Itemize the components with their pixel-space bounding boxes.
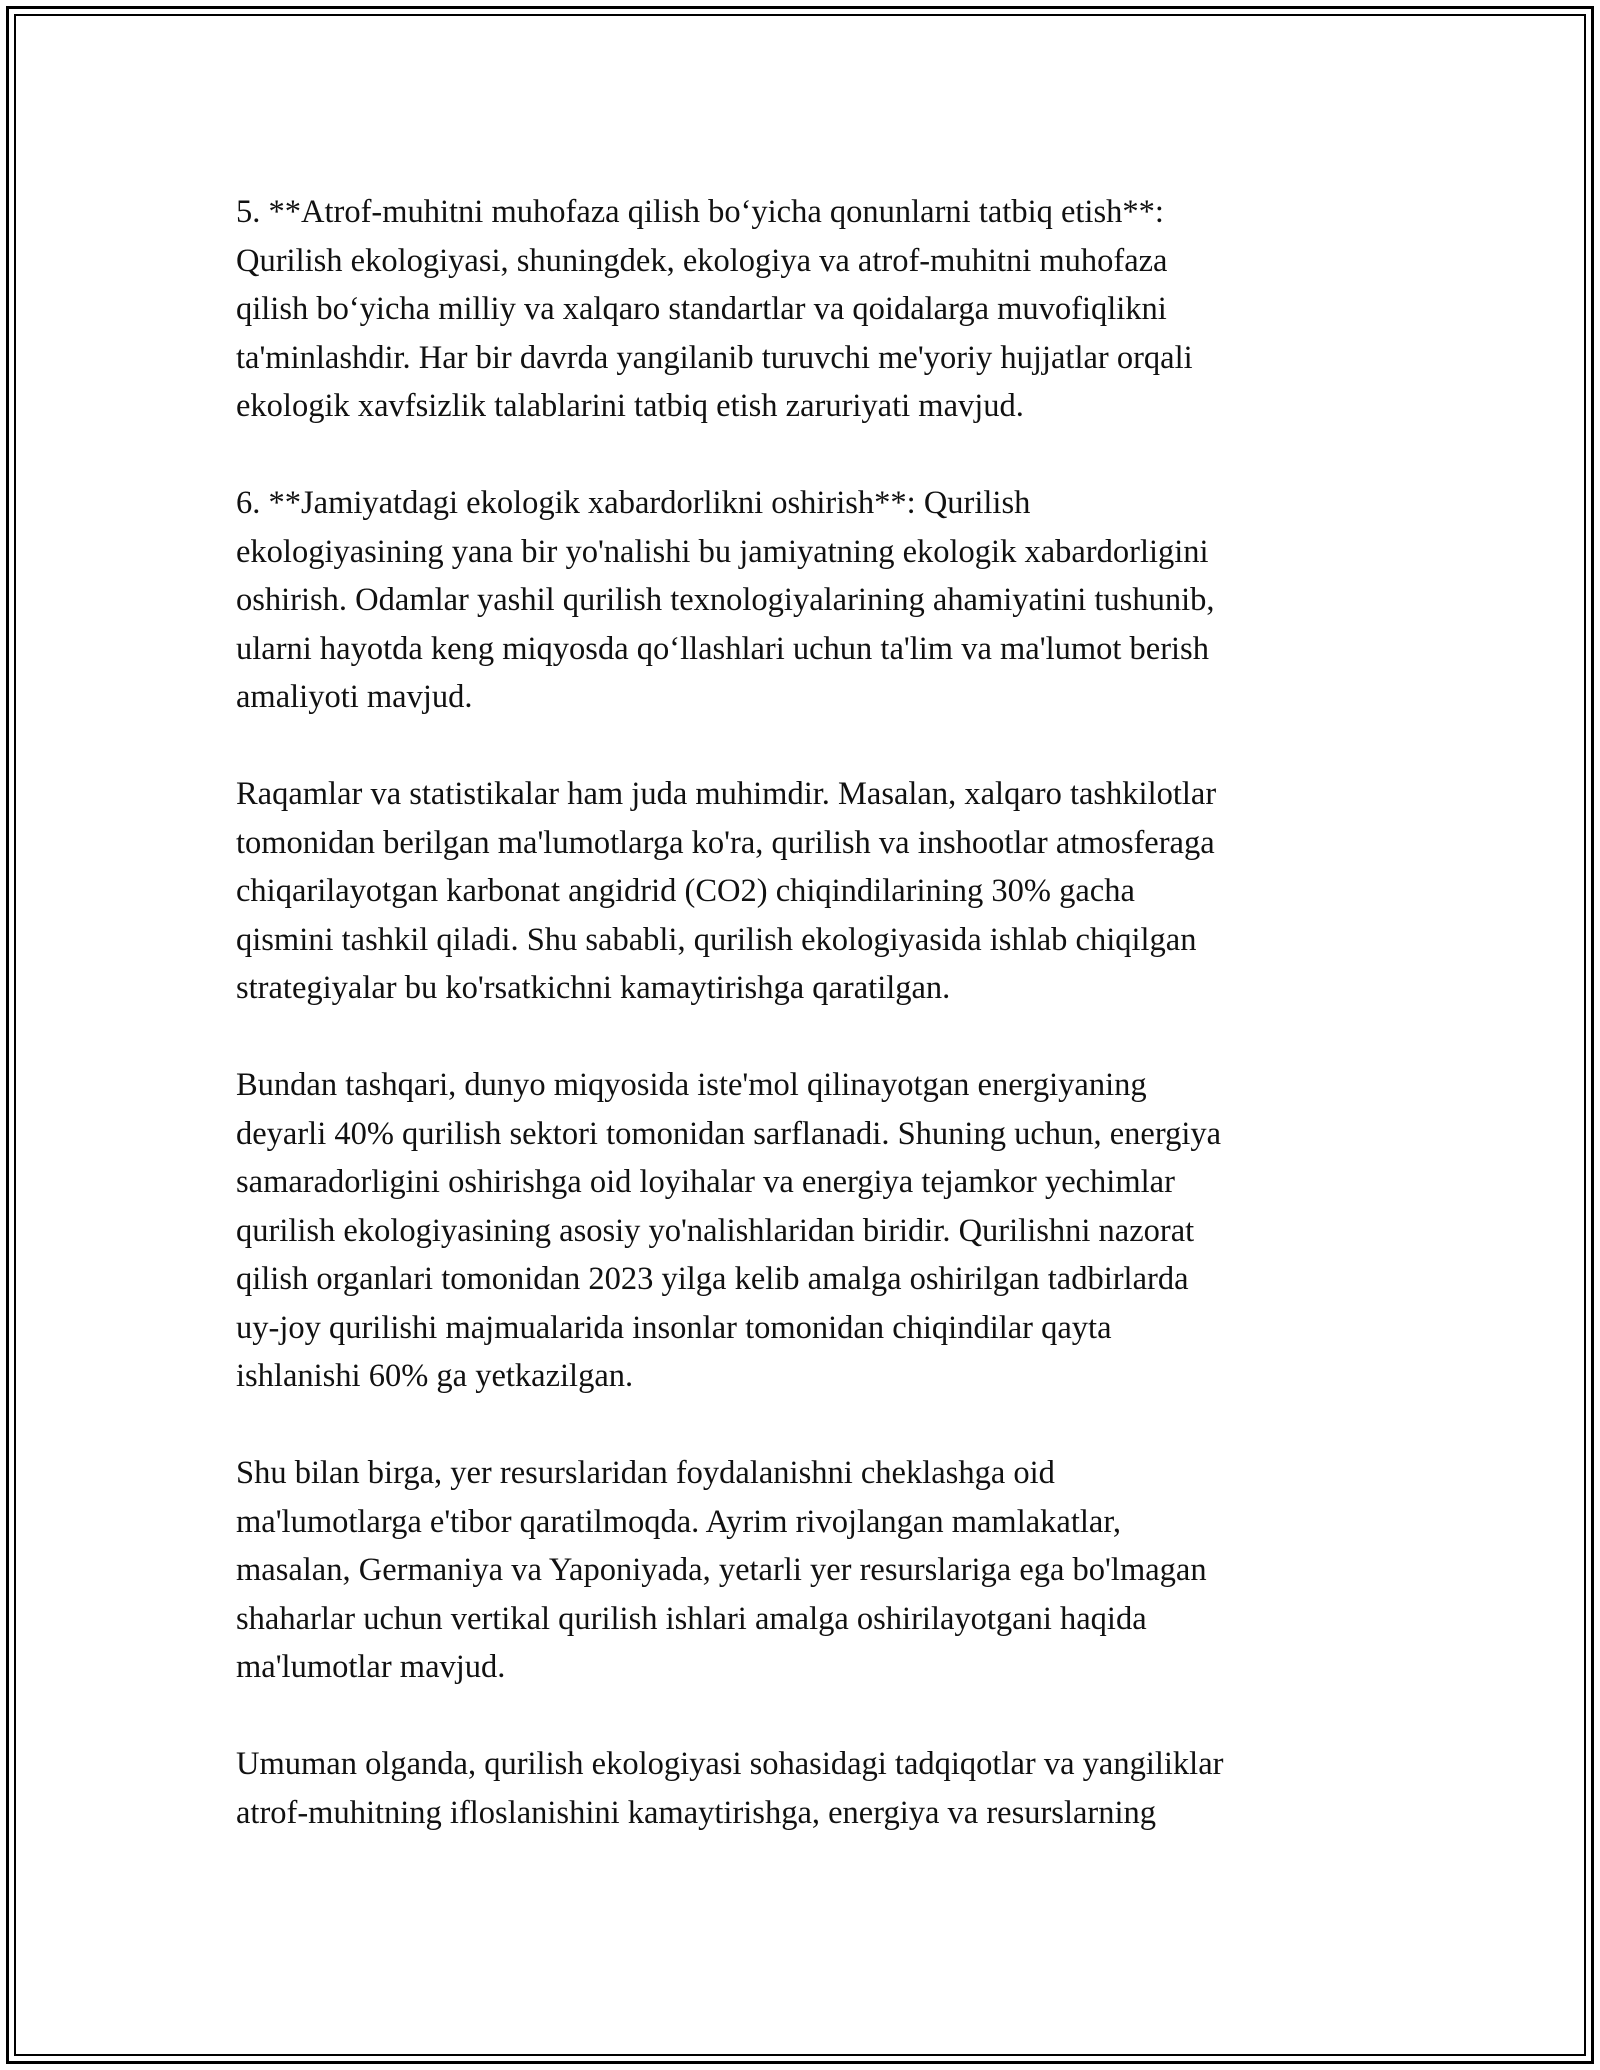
paragraph-land-resources: Shu bilan birga, yer resurslaridan foydalanishni cheklashga oid ma'lumotlarga e'tibor qaratilmoqda. Ayrim rivojlangan mamlakatlar, masalan, Germaniya va Yaponiyada, yetarli yer resurslariga ega bo'lmagan shaharlar uchun vertikal qurilish ishlari amalga oshirilayotgani haqida ma'lumotlar mavjud. (236, 1455, 1207, 1685)
paragraph-statistics-co2: Raqamlar va statistikalar ham juda muhimdir. Masalan, xalqaro tashkilotlar tomonidan berilgan ma'lumotlarga ko'ra, qurilish va inshootlar atmosferaga chiqarilayotgan karbonat angidrid (CO2) chiqindilarining 30% gacha qismini tashkil qiladi. Shu sababli, qurilish ekologiyasida ishlab chiqilgan strategiyalar bu ko'rsatkichni kamaytirishga qaratilgan. (236, 776, 1217, 1006)
paragraph-public-awareness: 6. **Jamiyatdagi ekologik xabardorlikni oshirish**: Qurilish ekologiyasining yana bir yo'nalishi bu jamiyatning ekologik xabardorligini oshirish. Odamlar yashil qurilish texnologiyalarining ahamiyatini tushunib, ularni hayotda keng miqyosda qo‘llashlari uchun ta'lim va ma'lumot berish amaliyoti mavjud. (236, 485, 1215, 715)
document-body (236, 188, 1376, 1837)
paragraph-law-enforcement: 5. **Atrof-muhitni muhofaza qilish bo‘yicha qonunlarni tatbiq etish**: Qurilish ekologiyasi, shuningdek, ekologiya va atrof-muhitni muhofaza qilish bo‘yicha milliy va xalqaro standartlar va qoidalarga muvofiqlikni ta'minlashdir. Har bir davrda yangilanib turuvchi me'yoriy hujjatlar orqali ekologik xavfsizlik talablarini tatbiq etish zaruriyati mavjud. (236, 194, 1193, 424)
paragraph-conclusion: Umuman olganda, qurilish ekologiyasi sohasidagi tadqiqotlar va yangiliklar atrof-muhitning ifloslanishini kamaytirishga, energiya va resurslarning (236, 1746, 1224, 1831)
paragraph-energy-consumption: Bundan tashqari, dunyo miqyosida iste'mol qilinayotgan energiyaning deyarli 40% qurilish sektori tomonidan sarflanadi. Shuning uchun, energiya samaradorligini oshirishga oid loyihalar va energiya tejamkor yechimlar qurilish ekologiyasining asosiy yo'nalishlaridan biridir. Qurilishni nazorat qilish organlari tomonidan 2023 yilga kelib amalga oshirilgan tadbirlarda uy-joy qurilishi majmualarida insonlar tomonidan chiqindilar qayta ishlanishi 60% ga yetkazilgan. (236, 1067, 1222, 1394)
